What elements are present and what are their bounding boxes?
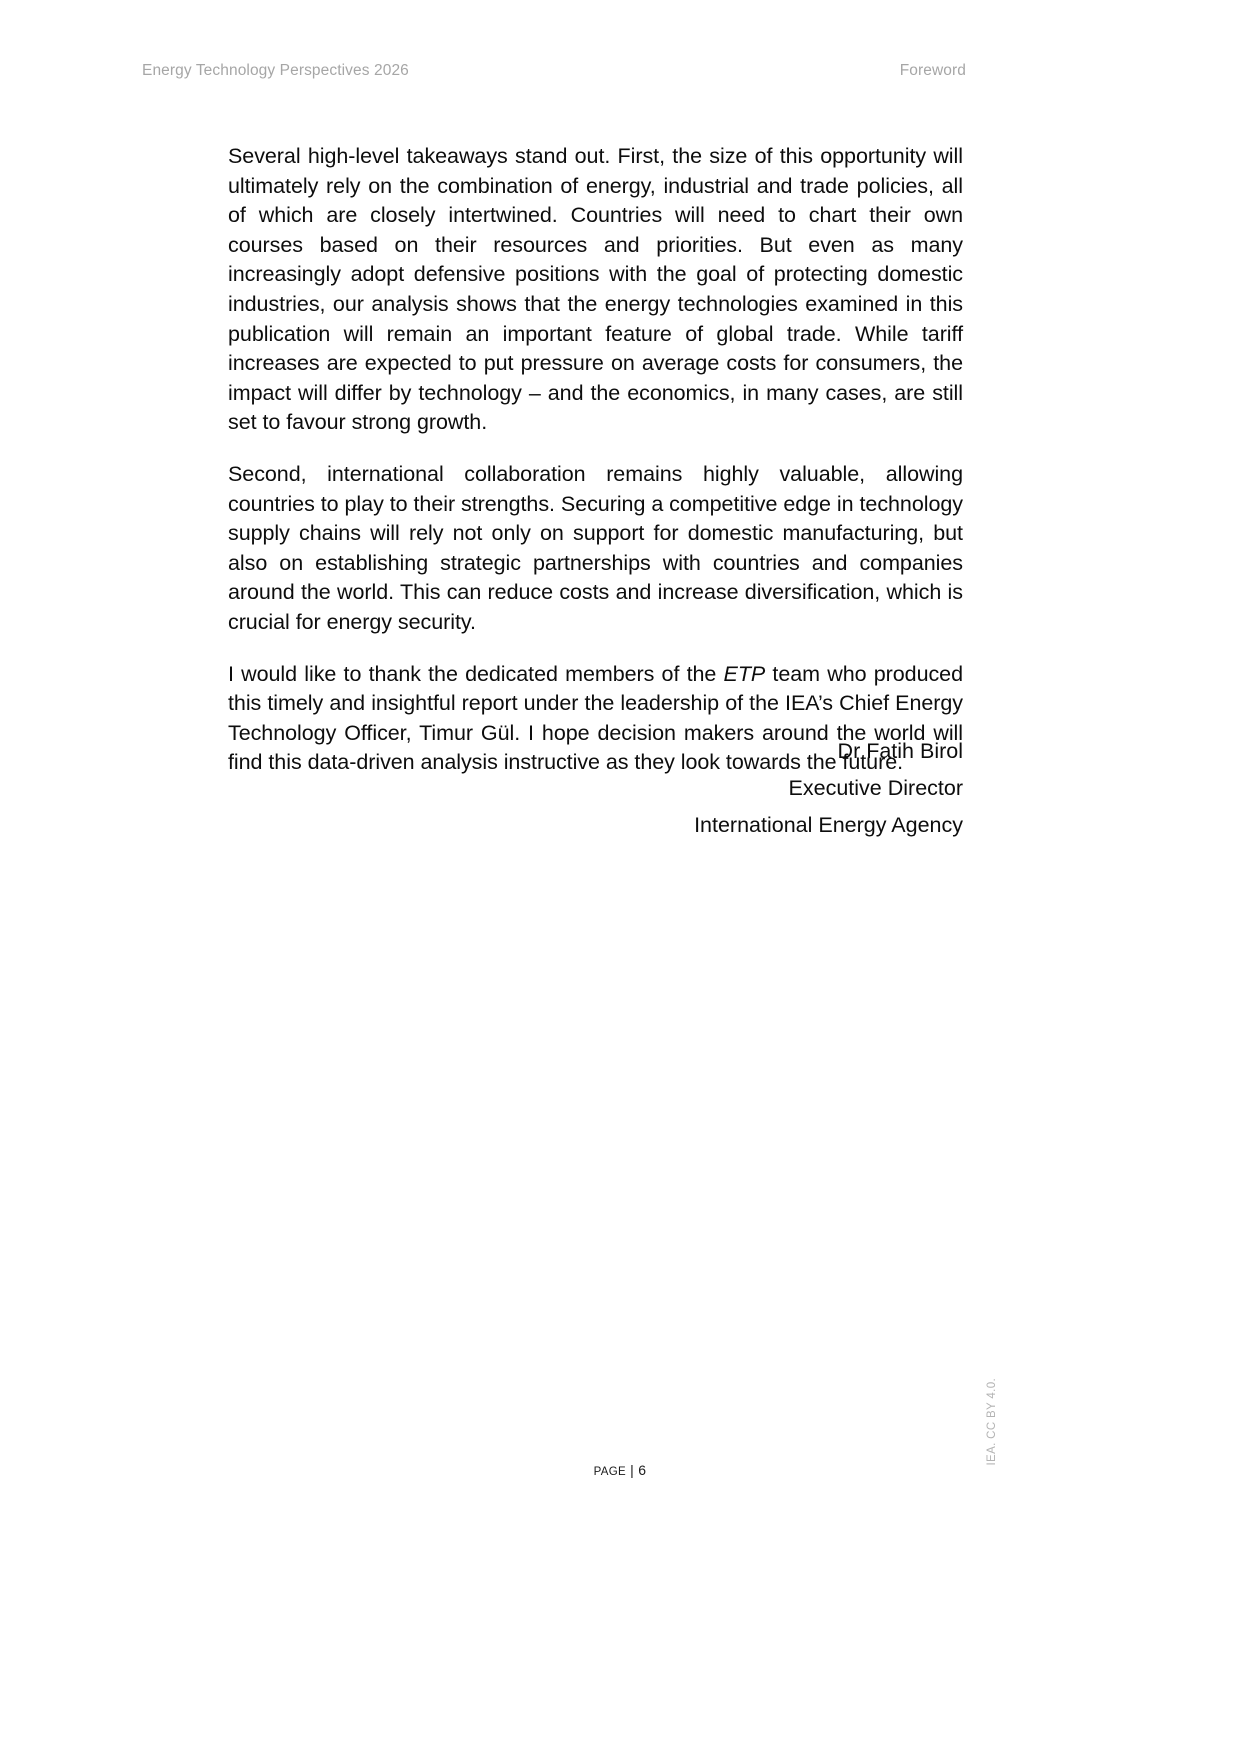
paragraph-collaboration: Second, international collaboration remains highly valuable, allowing countries to play to their strengths. Securing a competitive edge in technology supply chains will rely not only on support for domestic manufacturing, but also on establishing strategic partnerships with countries and companies around the world. This can reduce costs and increase diversification, which is crucial for energy security. <box>228 461 963 634</box>
signature-block <box>228 733 963 844</box>
header-publication-title: Energy Technology Perspectives 2026 <box>142 62 409 79</box>
signatory-name: Dr Fatih Birol <box>837 739 963 763</box>
report-abbreviation-emphasis: ETP <box>723 661 766 686</box>
page-separator: | <box>625 1462 639 1478</box>
paragraph-acknowledgements-lead: I would like to thank the dedicated members of the <box>228 661 724 686</box>
signatory-title: Executive Director <box>788 776 963 800</box>
paragraph-takeaways: Several high-level takeaways stand out. First, the size of this opportunity will ultimately rely on the combination of energy, industrial and trade policies, all of which are closely intertwined. Countries will need to chart their own courses based on their resources and priorities. But even as many increasingly adopt defensive positions with the goal of protecting domestic industries, our analysis shows that the energy technologies examined in this publication will remain an important feature of global trade. While tariff increases are expected to put pressure on average costs for consumers, the impact will differ by technology – and the economics, in many cases, are still set to favour strong growth. <box>228 144 963 435</box>
signatory-organisation: International Energy Agency <box>694 813 963 837</box>
rights-notice-vertical: IEA. CC BY 4.0. <box>986 1378 998 1466</box>
page-number: 6 <box>638 1462 647 1478</box>
paragraph-acknowledgements-tail: team who produced this timely and insightful report under the leadership of the IEA’s Chief Energy Technology Officer, Timur Gül. I hope decision makers around the world will find this data-driven analysis instructive as they look towards the future. <box>228 661 963 775</box>
page-number-label <box>594 1462 647 1478</box>
running-header <box>142 62 966 80</box>
page-word: PAGE <box>593 1466 626 1478</box>
body-content <box>228 142 963 778</box>
header-section-title: Foreword <box>899 62 966 79</box>
page-footer <box>0 1462 1240 1480</box>
